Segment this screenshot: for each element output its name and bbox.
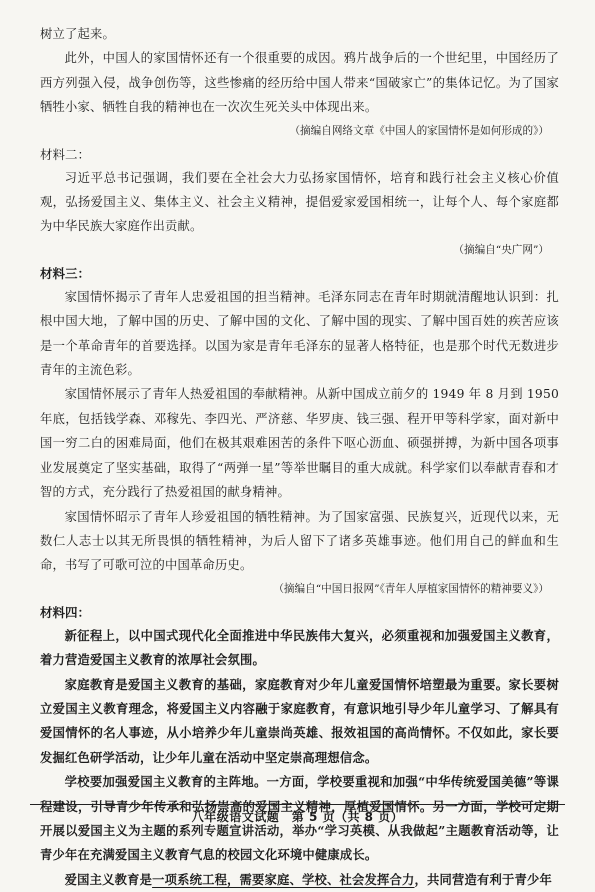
page-footer: 八年级语文试题 第 5 页（共 8 页）	[191, 810, 404, 824]
material-two-label: 材料二：	[40, 146, 91, 162]
material-three-source: （摘编自“中国日报网”《青年人厚植家国情怀的精神要义》）	[273, 582, 549, 595]
paragraph-4-lead: 爱国主义教育是	[64, 871, 153, 887]
material-three-label: 材料三：	[40, 265, 91, 281]
material-two-source: （摘编自“央广网”）	[453, 243, 549, 256]
material-three-paragraph-2: 家国情怀展示了青年人热爱祖国的奉献精神。从新中国成立前夕的 1949 年 8 月到 1950 年底，包括钱学森、邓稼先、李四光、严济慈、华罗庚、钱三强、程开甲等科学家，面对新中国一穷二白的困难局面，他们在极其艰难困苦的条件下呕心沥血、硕强拼搏，为新中国各项事业发展奠定了坚实基础，取得了“两弹一星”等举世瞩目的重大成就。科学家们以奉献青春和才智的方式，充分践行了热爱祖国的献身精神。	[40, 387, 559, 500]
material-four-paragraph-2: 家庭教育是爱国主义教育的基础，家庭教育对少年儿童爱国情怀培塑最为重要。家长要树立爱国主义教育理念，将爱国主义内容融于家庭教育，有意识地引导少年儿童学习、了解具有爱国情怀的名人事迹，从小培养少年儿童崇尚英雄、报效祖国的高尚情怀。不仅如此，家长要发掘红色研学活动，让少年儿童在活动中坚定崇高理想信念。	[40, 676, 559, 765]
paragraph-4-tail: ，共同营造有利于青少年	[414, 871, 552, 887]
continuation-text: 树立了起来。	[40, 27, 115, 41]
material-one-paragraph: 此外，中国人的家国情怀还有一个很重要的成因。鸦片战争后的一个世纪里，中国经历了西方列强入侵，战争创伤等，这些惨痛的经历给中国人带来“国破家亡”的集体记忆。为了国家牺牲小家、牺牲自我的精神也在一次次生死关头中体现出来。	[40, 51, 559, 115]
material-four-paragraph-3: 学校要加强爱国主义教育的主阵地。一方面，学校要重视和加强“中华传统爱国美德”等课程建设，引导青少年传承和弘扬崇高的爱国主义精神，厚植爱国情怀。另一方面，学校可定期开展以爱国主义为主题的系列专题宣讲活动，举办“学习英模、从我做起”主题教育活动等，让青少年在充满爱国主义教育气息的校园文化环境中健康成长。	[40, 774, 559, 863]
footer-divider	[30, 804, 565, 805]
material-three-paragraph-1: 家国情怀揭示了青年人忠爱祖国的担当精神。毛泽东同志在青年时期就清醒地认识到：扎根中国大地，了解中国的历史、了解中国的文化、了解中国的现实、了解中国百姓的疾苦应该是一个革命青年的首要选择。以国为家是青年毛泽东的显著人格特征，也是那个时代无数进步青年的主流色彩。	[40, 289, 559, 378]
underlined-phrase: 一项系统工程，需要家庭、学校、社会发挥合力	[152, 871, 415, 887]
material-three-paragraph-3: 家国情怀昭示了青年人珍爱祖国的牺牲精神。为了国家富强、民族复兴，近现代以来，无数仁人志士以其无所畏惧的牺牲精神，为后人留下了诸多英雄事迹。他们用自己的鲜血和生命，书写了可歌可泣的中国革命历史。	[40, 509, 559, 573]
material-four-paragraph-1: 新征程上，以中国式现代化全面推进中华民族伟大复兴，必须重视和加强爱国主义教育，着力营造爱国主义教育的浓厚社会氛围。	[40, 627, 559, 668]
material-four-paragraph-4	[40, 868, 559, 892]
material-four-label: 材料四：	[40, 604, 91, 620]
material-one-source: （摘编自网络文章《中国人的家国情怀是如何形成的》）	[289, 124, 549, 137]
material-two-paragraph: 习近平总书记强调，我们要在全社会大力弘扬家国情怀，培育和践行社会主义核心价值观，弘扬爱国主义、集体主义、社会主义精神，提倡爱家爱国相统一，让每个人、每个家庭都为中华民族大家庭作出贡献。	[40, 170, 559, 234]
